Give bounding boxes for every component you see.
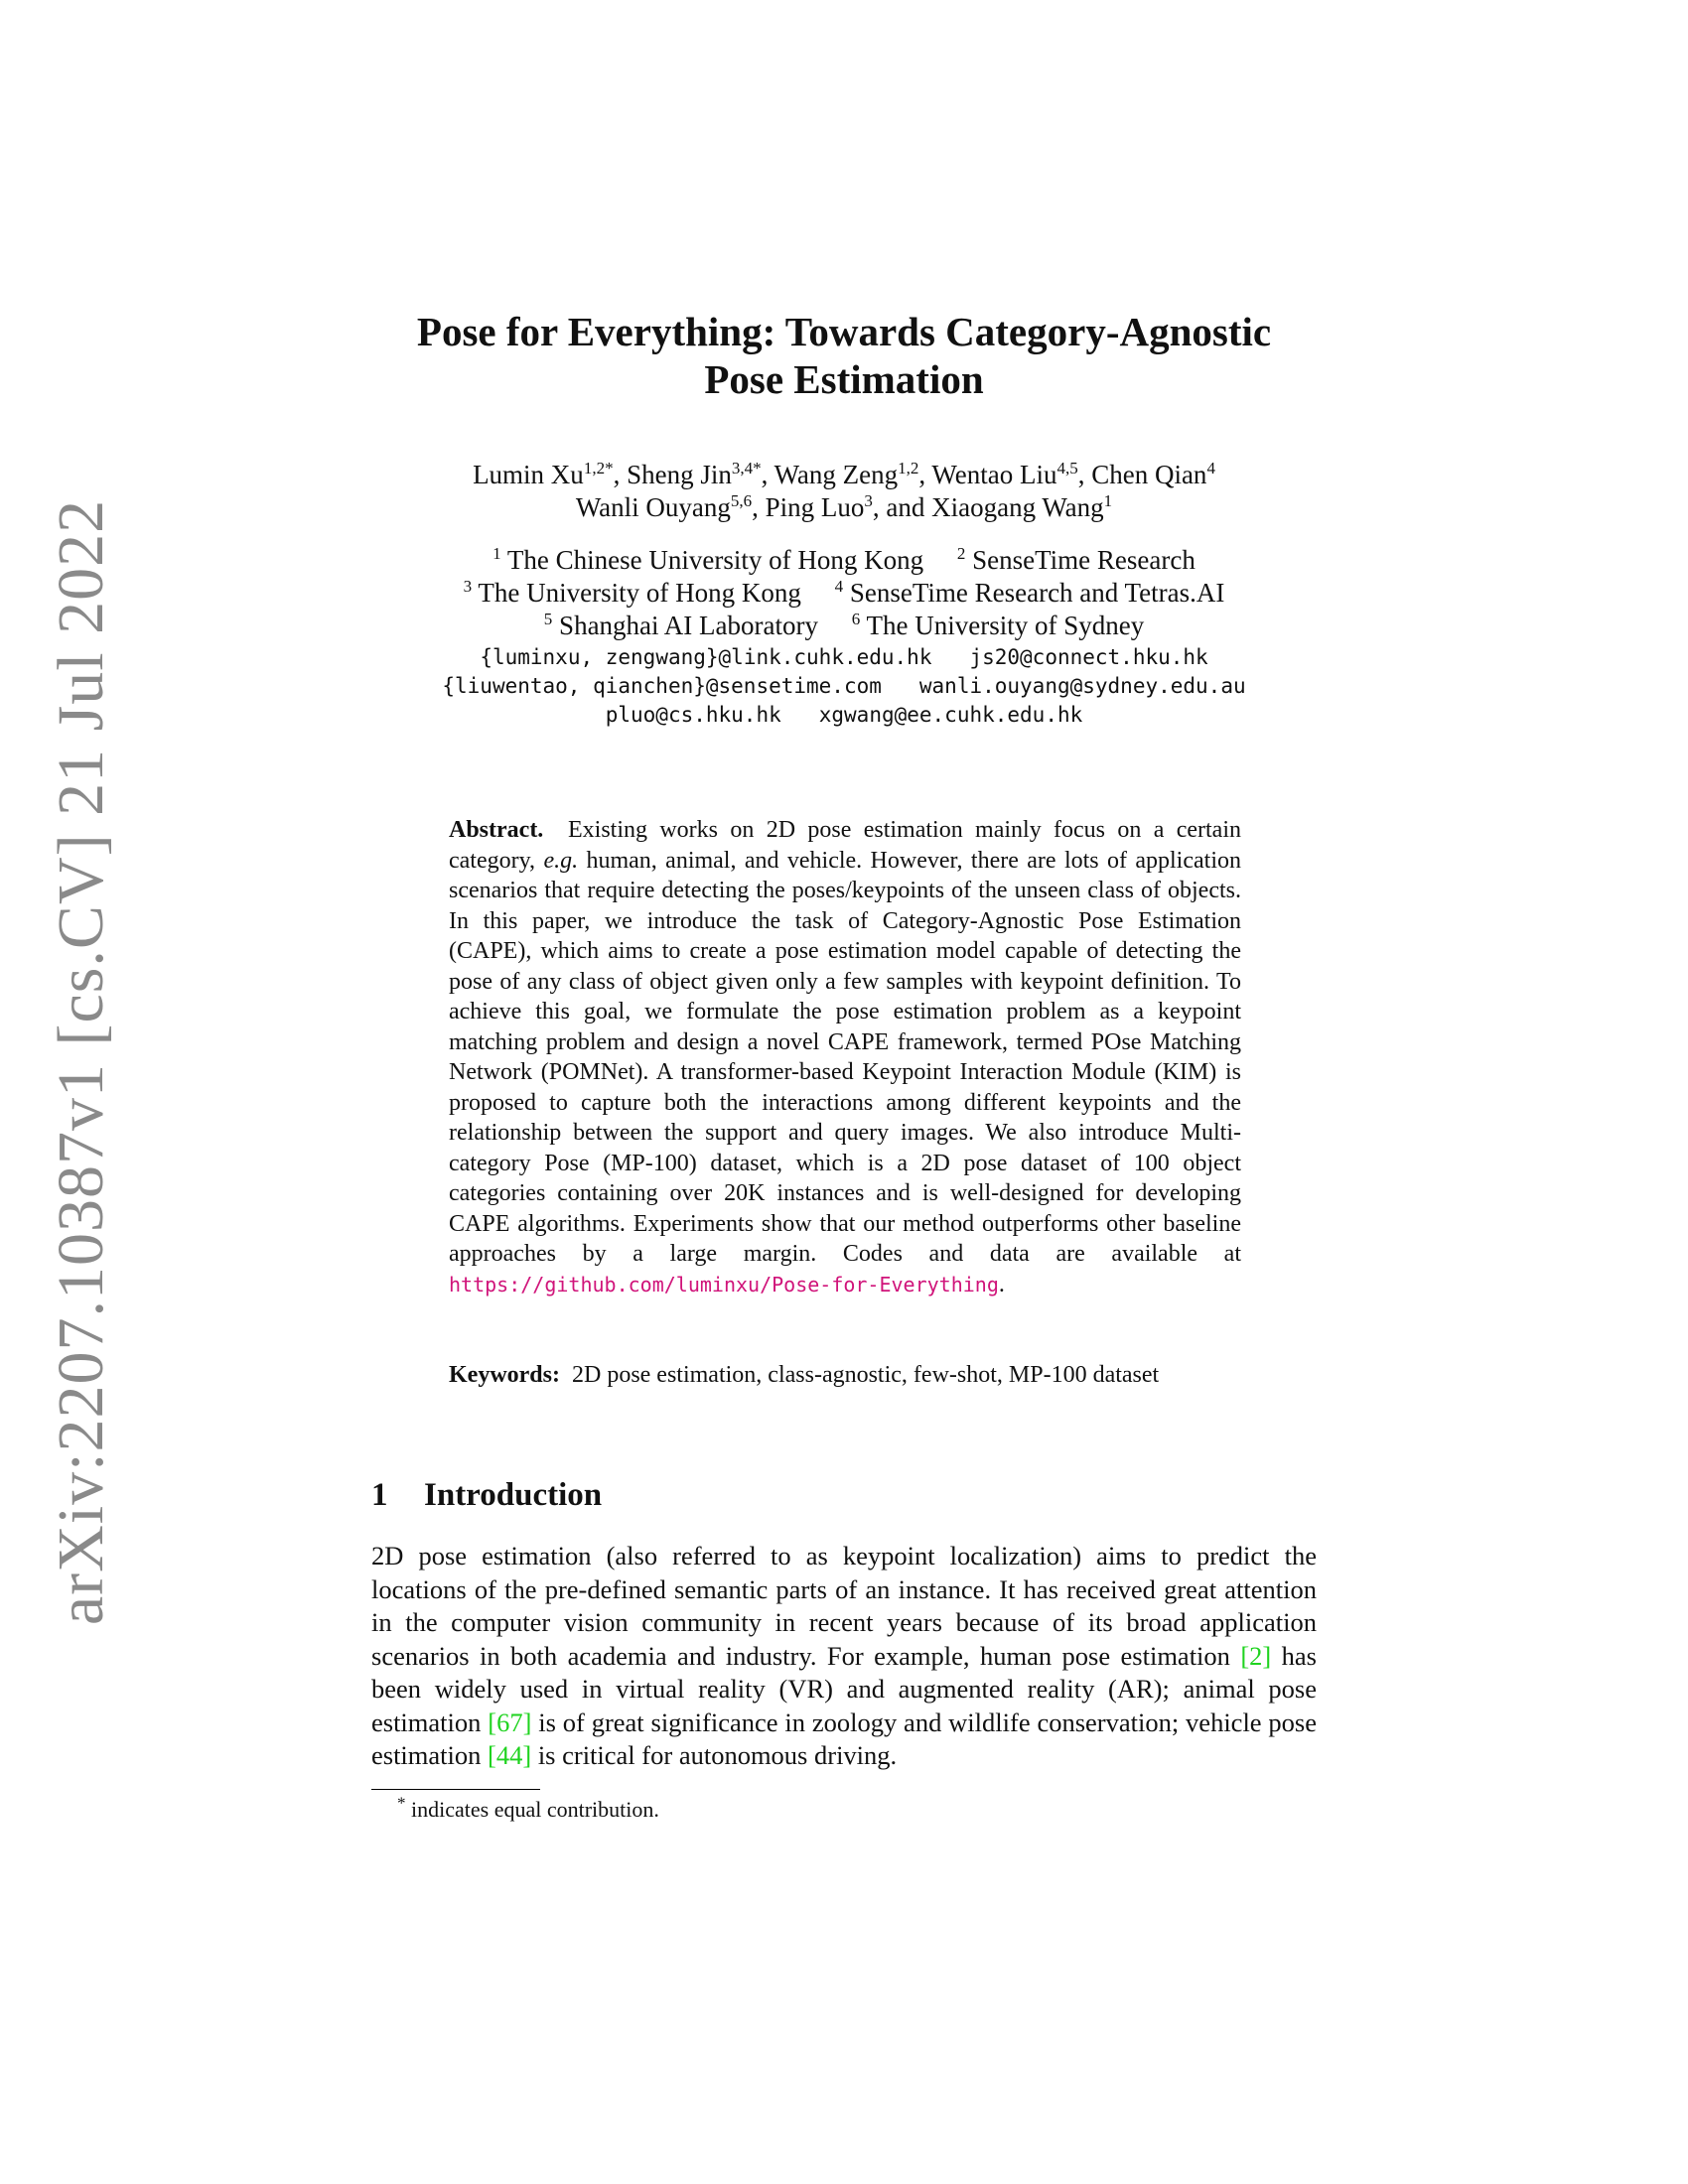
affiliation-name: The University of Sydney	[866, 611, 1145, 640]
author-affiliation-mark: 1	[1103, 491, 1113, 510]
intro-text: is critical for autonomous driving.	[531, 1740, 898, 1770]
section-number: 1	[371, 1477, 388, 1513]
intro-text: has been widely used in virtual reality (VR) and augmented reality (AR); animal pose estimation	[371, 1640, 1317, 1737]
affiliation-name: The Chinese University of Hong Kong	[506, 545, 924, 575]
affiliation-mark: 5	[543, 610, 553, 628]
arxiv-sidebar	[36, 498, 127, 1626]
affiliation-mark: 6	[851, 610, 861, 628]
email-address: wanli.ouyang@sydney.edu.au	[918, 674, 1246, 698]
footnote-rule	[371, 1789, 540, 1790]
affiliation-line-3	[258, 610, 1430, 642]
affiliation-line-1	[258, 544, 1430, 577]
affiliation-name: The University of Hong Kong	[478, 578, 801, 608]
introduction-paragraph	[371, 1540, 1317, 1773]
author-name: Wang Zeng	[774, 460, 899, 489]
keywords-label: Keywords:	[449, 1362, 560, 1388]
citation-link[interactable]: [44]	[488, 1740, 532, 1770]
author-affiliation-mark: 5,6	[730, 491, 753, 510]
author-affiliation-mark: 4	[1206, 459, 1215, 478]
footnote-mark: *	[397, 1793, 406, 1813]
intro-text: 2D pose estimation (also referred to as keypoint localization) aims to predict the locations of the pre-defined semantic parts of an instance. It has received great attention in the computer vision community in recent years because of its broad application scenarios in both academia and industry. For example, human pose estimation	[371, 1541, 1317, 1671]
author-name: Ping Luo	[765, 492, 865, 522]
email-address: js20@connect.hku.hk	[969, 645, 1208, 669]
citation-link[interactable]: [2]	[1240, 1640, 1272, 1671]
abstract-text: human, animal, and vehicle. However, there are lots of application scenarios that require detecting the poses/keypoints of the unseen class of objects. In this paper, we introduce the task of Category-Agnostic Pose Estimation (CAPE), which aims to create a pose estimation model capable of detecting the pose of any class of object given only a few samples with keypoint definition. To achieve this goal, we formulate the pose estimation problem as a keypoint matching problem and design a novel CAPE framework, termed POse Matching Network (POMNet). A transformer-based Keypoint Interaction Module (KIM) is proposed to capture both the interactions among different keypoints and the relationship between the support and query images. We also introduce Multi-category Pose (MP-100) dataset, which is a 2D pose dataset of 100 object categories containing over 20K instances and is well-designed for developing CAPE algorithms. Experiments show that our method outperforms other baseline approaches by a large margin. Codes and data are available at	[449, 847, 1241, 1267]
author-name: Wanli Ouyang	[575, 492, 731, 522]
email-address: pluo@cs.hku.hk	[605, 703, 781, 727]
citation-link[interactable]: [67]	[488, 1706, 532, 1737]
author-line-1: Lumin $Xu^{1,2*}$, Sheng Jin$^{3,4*}$, Wang Zeng$^{1,2}$, Wentao Liu$^{4,5}$, Chen Qian$^4$	[473, 459, 1215, 489]
author-affiliation-mark: 1,2*	[583, 459, 614, 478]
author-name: and Xiaogang Wang	[886, 492, 1104, 522]
github-link[interactable]: https://github.com/luminxu/Pose-for-Everything	[449, 1272, 999, 1297]
affiliation-name: SenseTime Research and Tetras.AI	[849, 578, 1225, 608]
abstract-label: Abstract.	[449, 817, 544, 843]
intro-text: is of great significance in zoology and wildlife conservation; vehicle pose estimation	[371, 1706, 1317, 1770]
author-name: Sheng Jin	[627, 460, 732, 489]
author-line-2: Wanli Ouyang$^{5,6}$, Ping Luo$^3$, and Xiaogang Wang$^1$	[575, 491, 1113, 522]
section-heading	[371, 1477, 602, 1514]
title-line-2: Pose Estimation	[704, 356, 984, 402]
author-affiliation-mark: 1,2	[898, 459, 919, 478]
abstract-text: Existing works on 2D pose estimation mainly focus on a certain category,	[449, 817, 1241, 874]
arxiv-identifier: arXiv:2207.10387v1 [cs.CV] 21 Jul 2022	[45, 498, 117, 1626]
abstract-end: .	[998, 1271, 1005, 1297]
paper-title	[258, 308, 1430, 403]
affiliation-mark: 2	[956, 544, 966, 563]
affiliation-name: SenseTime Research	[972, 545, 1196, 575]
keywords-text: 2D pose estimation, class-agnostic, few-shot, MP-100 dataset	[571, 1362, 1160, 1388]
email-line-1	[258, 643, 1430, 672]
affiliation-name: Shanghai AI Laboratory	[559, 611, 818, 640]
email-address: xgwang@ee.cuhk.edu.hk	[818, 703, 1083, 727]
section-title: Introduction	[424, 1477, 603, 1513]
author-name: Wentao Liu	[931, 460, 1057, 489]
email-line-3	[258, 701, 1430, 730]
affiliation-line-2	[258, 577, 1430, 610]
email-address: {liuwentao, qianchen}@sensetime.com	[442, 674, 882, 698]
author-name: Chen Qian	[1091, 460, 1207, 489]
email-line-2	[258, 672, 1430, 701]
abstract-eg: e.g.	[543, 847, 579, 874]
affiliation-mark: 1	[492, 544, 501, 563]
author-affiliation-mark: 3,4*	[731, 459, 762, 478]
author-name: Lumin Xu	[473, 460, 584, 489]
keywords	[449, 1360, 1263, 1390]
abstract	[449, 815, 1241, 1299]
title-line-1: Pose for Everything: Towards Category-Agnostic	[416, 309, 1272, 354]
footnote-text: indicates equal contribution.	[411, 1797, 659, 1822]
author-affiliation-mark: 4,5	[1056, 459, 1078, 478]
author-affiliation-mark: 3	[864, 491, 873, 510]
affiliation-mark: 4	[834, 577, 844, 596]
affiliation-mark: 3	[463, 577, 473, 596]
email-address: {luminxu, zengwang}@link.cuhk.edu.hk	[480, 645, 932, 669]
footnote	[397, 1793, 659, 1824]
